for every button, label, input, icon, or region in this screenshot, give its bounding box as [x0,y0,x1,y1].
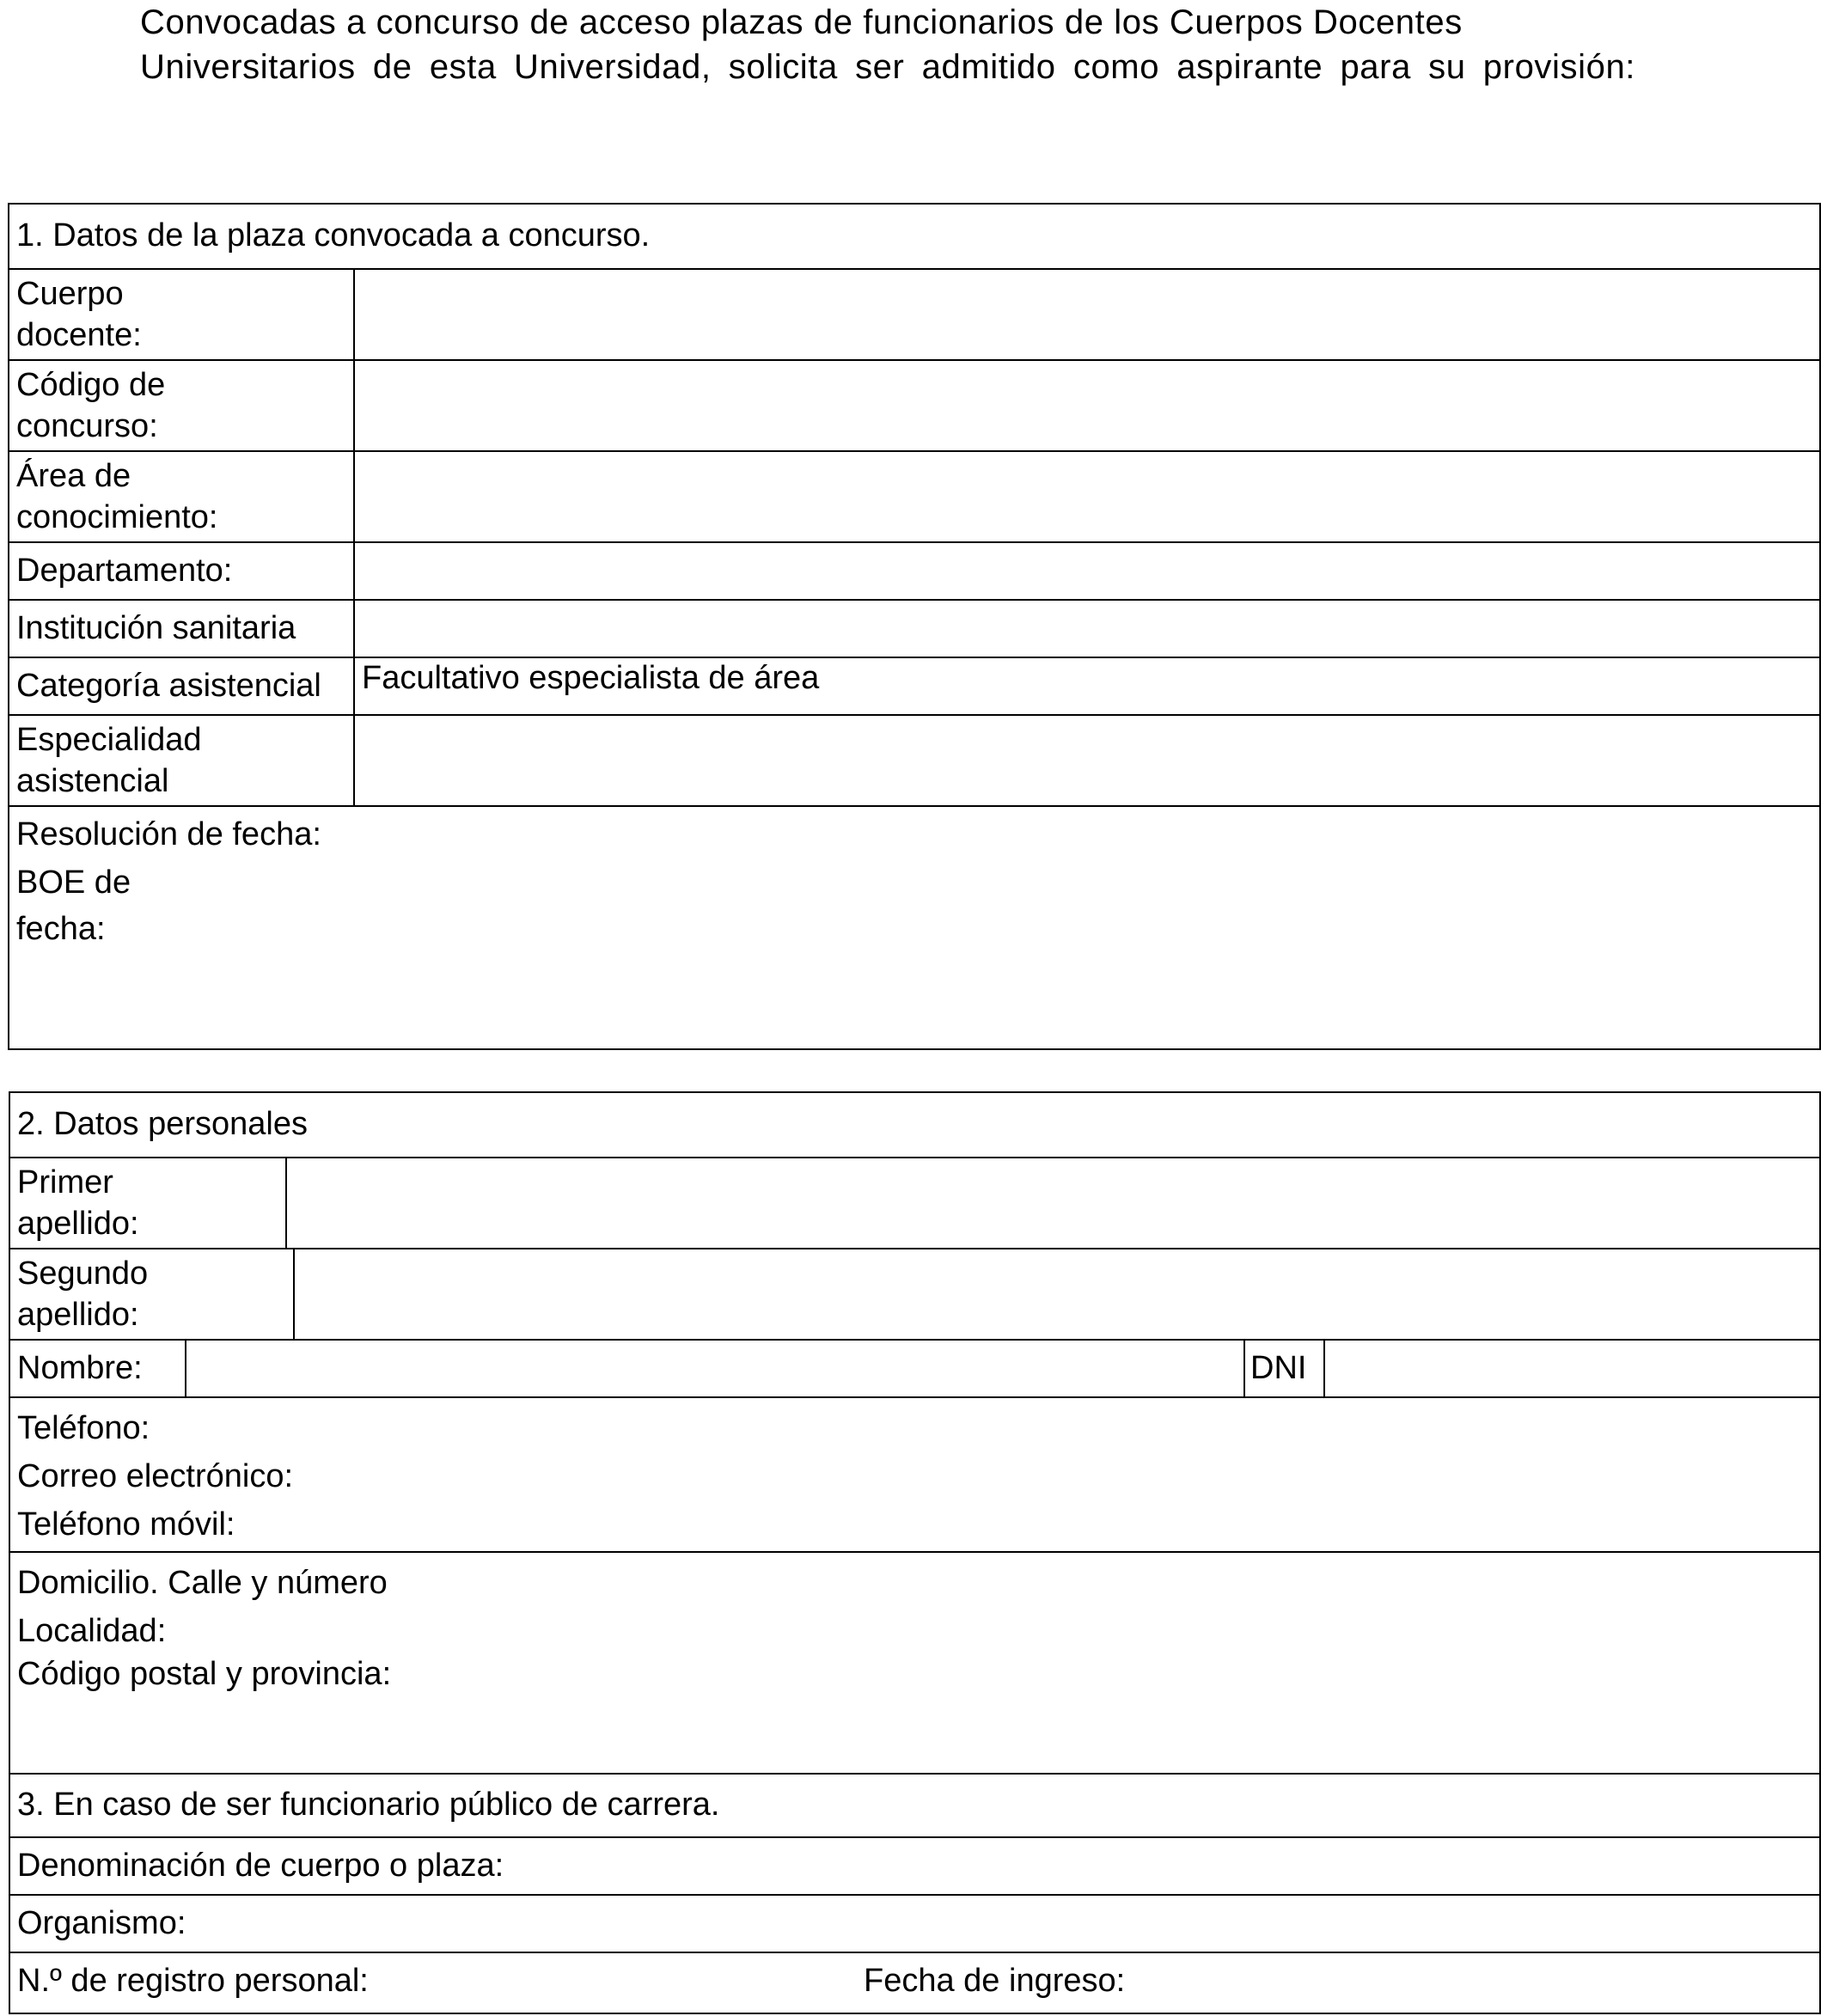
label-area-conocimiento-2: conocimiento: [16,499,218,535]
label-dni: DNI [1250,1350,1307,1386]
section-1-box [8,203,1821,1050]
label-institucion-sanitaria: Institución sanitaria [16,610,296,646]
label-correo: Correo electrónico: [17,1458,294,1494]
label-domicilio: Domicilio. Calle y número [17,1565,388,1601]
label-codigo-concurso-1: Código de [16,367,166,403]
label-organismo: Organismo: [17,1905,186,1941]
label-telefono-movil: Teléfono móvil: [17,1506,235,1543]
input-dni[interactable] [1329,1342,1818,1395]
label-especialidad-asistencial-1: Especialidad [16,722,202,758]
label-segundo-apellido-1: Segundo [17,1255,149,1292]
section-1-title: 1. Datos de la plaza convocada a concurso. [16,217,651,254]
label-especialidad-asistencial-2: asistencial [16,763,169,799]
label-primer-apellido-1: Primer [17,1164,113,1200]
label-nombre: Nombre: [17,1350,143,1386]
label-resolucion-fecha: Resolución de fecha: [16,816,321,852]
label-telefono: Teléfono: [17,1410,150,1446]
label-primer-apellido-2: apellido: [17,1206,139,1242]
intro-line-1: Convocadas a concurso de acceso plazas de funcionarios de los Cuerpos Docentes [140,3,1463,41]
label-localidad: Localidad: [17,1613,167,1649]
input-segundo-apellido[interactable] [298,1251,1818,1337]
label-cuerpo-docente-1: Cuerpo [16,276,124,312]
section-2-title: 2. Datos personales [17,1106,308,1142]
intro-paragraph [140,0,1635,89]
value-categoria-asistencial[interactable]: Facultativo especialista de área [362,660,820,696]
label-registro-personal: N.º de registro personal: [17,1963,369,1999]
label-boe-2: fecha: [16,911,106,947]
section-2-3-box [9,1091,1821,2014]
section-3-title: 3. En caso de ser funcionario público de carrera. [17,1787,720,1823]
input-nombre[interactable] [190,1342,1240,1395]
label-codigo-concurso-2: concurso: [16,408,158,444]
label-area-conocimiento-1: Área de [16,458,131,494]
label-departamento: Departamento: [16,553,233,589]
intro-line-2: Universitarios de esta Universidad, solicita ser admitido como aspirante para su provisión: [140,48,1635,86]
label-fecha-ingreso: Fecha de ingreso: [864,1963,1126,1999]
label-codigo-postal: Código postal y provincia: [17,1656,392,1692]
label-segundo-apellido-2: apellido: [17,1297,139,1333]
label-categoria-asistencial: Categoría asistencial [16,668,321,704]
input-primer-apellido[interactable] [290,1160,1818,1246]
label-cuerpo-docente-2: docente: [16,317,142,353]
label-boe-1: BOE de [16,864,131,901]
label-denominacion: Denominación de cuerpo o plaza: [17,1848,504,1884]
